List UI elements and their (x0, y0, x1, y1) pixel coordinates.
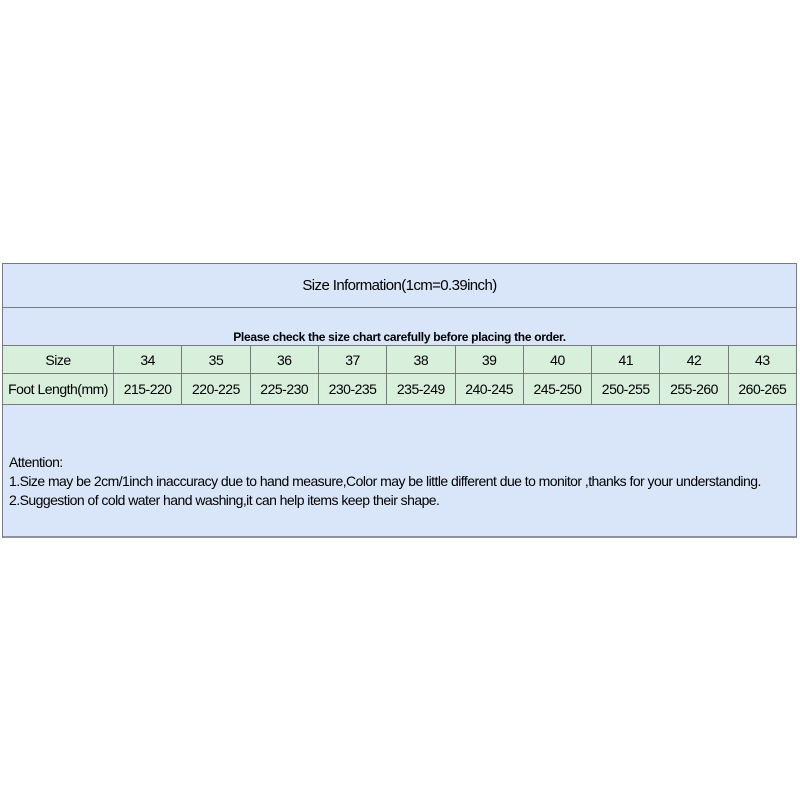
foot-length-cell: 250-255 (591, 373, 659, 404)
size-cell: 40 (523, 346, 591, 373)
size-info-header (3, 264, 796, 307)
size-cell: 36 (250, 346, 318, 373)
foot-length-cell: 255-260 (659, 373, 727, 404)
attention-section (3, 404, 796, 536)
size-cell: 38 (386, 346, 454, 373)
size-cell: 37 (318, 346, 386, 373)
size-cell: 43 (728, 346, 796, 373)
foot-length-cell: 225-230 (250, 373, 318, 404)
size-cell: 42 (659, 346, 727, 373)
foot-length-cell: 245-250 (523, 373, 591, 404)
attention-note: 2.Suggestion of cold water hand washing,it can help items keep their shape. (9, 492, 440, 508)
foot-length-cell: 240-245 (455, 373, 523, 404)
foot-length-cell: 220-225 (181, 373, 249, 404)
size-cell: 35 (181, 346, 249, 373)
size-chart-notice: Please check the size chart carefully before placing the order. (233, 330, 566, 344)
foot-length-cell: 235-249 (386, 373, 454, 404)
size-info-title: Size Information(1cm=0.39inch) (302, 277, 497, 294)
size-table (3, 345, 796, 404)
size-cell: 34 (113, 346, 181, 373)
size-chart-notice-row (3, 307, 796, 345)
attention-note: 1.Size may be 2cm/1inch inaccuracy due to hand measure,Color may be little different due to monitor ,thanks for your understanding. (9, 473, 761, 489)
size-cell: 39 (455, 346, 523, 373)
foot-length-row-label: Foot Length(mm) (3, 373, 113, 404)
size-cell: 41 (591, 346, 659, 373)
attention-heading: Attention: (9, 454, 63, 470)
foot-length-cell: 215-220 (113, 373, 181, 404)
foot-length-cell: 260-265 (728, 373, 796, 404)
foot-length-cell: 230-235 (318, 373, 386, 404)
size-chart-panel (2, 263, 797, 538)
size-row-label: Size (45, 351, 71, 368)
